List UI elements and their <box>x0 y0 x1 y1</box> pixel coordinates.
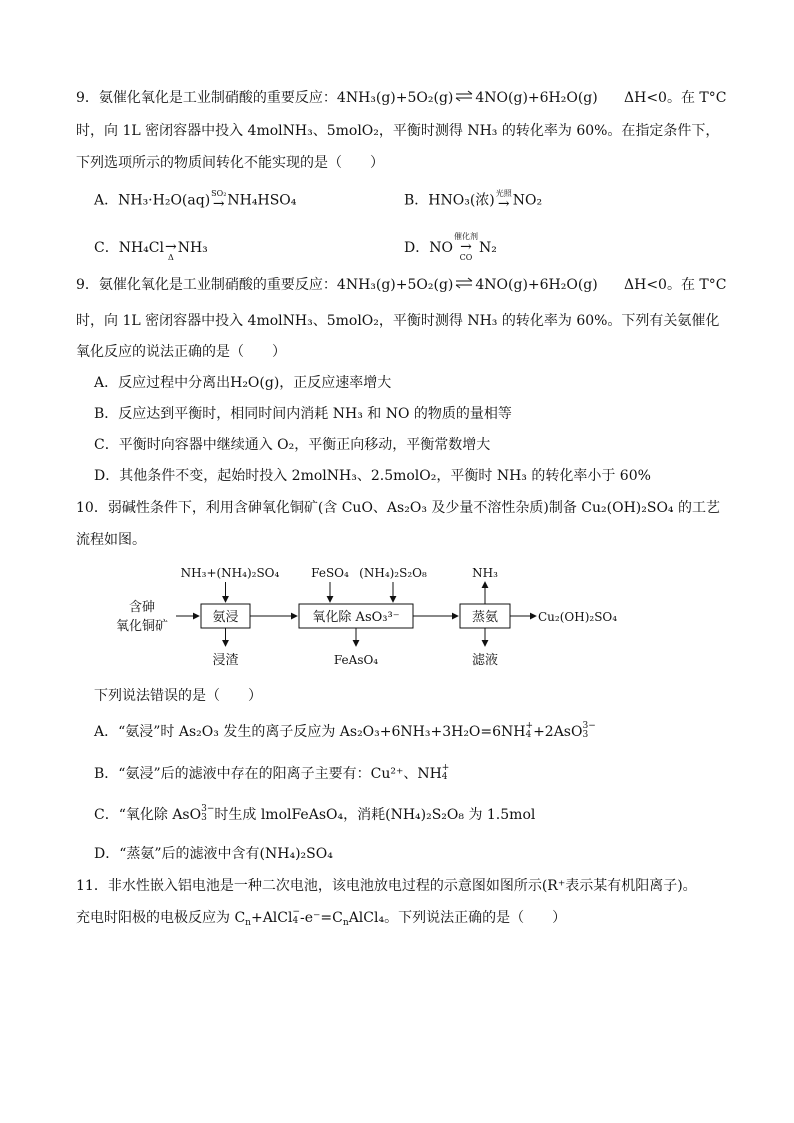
q9-option-d: D．其他条件不变，起始时投入 2molNH₃、2.5molO₂，平衡时 NH₃ 的转化率小于 60% <box>94 468 651 484</box>
q8-line3: 下列选项所示的物质间转化不能实现的是（ ） <box>76 155 384 171</box>
q9-option-b: B．反应达到平衡时，相同时间内消耗 NH₃ 和 NO 的物质的量相等 <box>94 406 512 422</box>
flow-filtrate-label: 滤液 <box>471 653 499 668</box>
flow-box-oxidation-label: 氧化除 AsO₃³⁻ <box>312 610 400 625</box>
flow-box-ammonia-leach-label: 氨浸 <box>212 610 239 625</box>
q8-option-d: D．NO 催化剂 → CO N₂ <box>404 232 497 262</box>
q9-line1 <box>76 276 598 294</box>
q9-enthalpy: ΔH<0。在 T°C <box>624 277 727 293</box>
q11-line2: 充电时阳极的电极反应为 $C_n+AlCl$ − 4 $-e^-=C_nAlCl_4$。下列说法正确的是（ ） <box>76 907 567 928</box>
q10-option-d: D．“蒸氨”后的滤液中含有(NH₄)₂SO₄ <box>94 846 333 862</box>
q8-line2: 时，向 1L 密闭容器中投入 4molNH₃、5molO₂，平衡时测得 NH₃ 的转化率为 60%。在指定条件下， <box>76 123 720 139</box>
flow-reagent-ammonia: NH₃+(NH₄)₂SO₄ <box>180 566 280 580</box>
flow-box-deammoniation-label: 蒸氨 <box>471 610 499 625</box>
q9-reactants: 4NH₃(g)+5O₂(g) <box>336 277 454 293</box>
q9-option-a: A．反应过程中分离出H₂O(g)，正反应速率增大 <box>94 375 392 391</box>
flow-ammonia-out: NH₃ <box>472 566 498 580</box>
q10-line2: 流程如图。 <box>76 532 146 548</box>
reaction-arrow-icon: 催化剂 → CO <box>453 232 478 262</box>
flow-reagent-persulfate: (NH₄)₂S₂O₈ <box>359 566 427 580</box>
q8-products: 4NO(g)+6H₂O(g) <box>475 90 598 106</box>
q8-stem-start: 9．氨催化氧化是工业制硝酸的重要反应： <box>76 90 337 106</box>
q8-option-b: B．HNO₃(浓) 光照 → NO₂ <box>404 189 543 212</box>
equilibrium-arrow-icon <box>455 90 473 102</box>
q8-option-a: A．NH₃·H₂O(aq) SO₂ → NH₄HSO₄ <box>94 189 297 212</box>
flow-reagent-feso4: FeSO₄ <box>311 566 349 580</box>
reaction-arrow-icon: 光照 → <box>495 189 512 212</box>
flow-input-label-2: 氧化铜矿 <box>115 619 169 634</box>
q10-line1: 10．弱碱性条件下，利用含砷氧化铜矿(含 CuO、As₂O₃ 及少量不溶性杂质)制备 Cu₂(OH)₂SO₄ 的工艺 <box>76 500 720 516</box>
q10-prompt: 下列说法错误的是（ ） <box>94 688 262 704</box>
process-flow-diagram <box>100 560 640 672</box>
q9-line3: 氧化反应的说法正确的是（ ） <box>76 344 286 360</box>
q8-option-c: C．NH₄Cl → Δ NH₃ <box>94 233 208 263</box>
flow-precipitate-label: FeAsO₄ <box>333 653 379 667</box>
q9-option-c: C．平衡时向容器中继续通入 O₂，平衡正向移动，平衡常数增大 <box>94 437 491 453</box>
flow-input-label-1: 含砷 <box>128 600 156 615</box>
equilibrium-arrow-icon <box>455 277 473 289</box>
q8-reactants: 4NH₃(g)+5O₂(g) <box>336 90 454 106</box>
reaction-arrow-icon: SO₂ → <box>211 189 227 212</box>
q11-line1: 11．非水性嵌入铝电池是一种二次电池，该电池放电过程的示意图如图所示(R⁺表示某有机阳离子)。 <box>76 878 697 894</box>
q8-line1 <box>76 89 598 107</box>
q10-option-a: A．“氨浸”时 As₂O₃ 发生的离子反应为 As₂O₃+6NH₃+3H₂O=6NH + 4 +2AsO 3− 3 <box>94 721 596 740</box>
q9-stem-start: 9．氨催化氧化是工业制硝酸的重要反应： <box>76 277 337 293</box>
q10-option-b: B．“氨浸”后的滤液中存在的阳离子主要有：Cu²⁺、NH + 4 <box>94 763 450 782</box>
flow-residue-label: 浸渣 <box>212 653 239 668</box>
q9-products: 4NO(g)+6H₂O(g) <box>475 277 598 293</box>
reaction-arrow-icon: → Δ <box>164 239 177 262</box>
q9-line2: 时，向 1L 密闭容器中投入 4molNH₃、5molO₂，平衡时测得 NH₃ 的转化率为 60%。下列有关氨催化 <box>76 313 720 329</box>
q8-enthalpy: ΔH<0。在 T°C <box>624 90 727 106</box>
flow-product-label: Cu₂(OH)₂SO₄ <box>538 610 618 624</box>
q10-option-c: C．“氧化除 AsO 3− 3 时生成 lmolFeAsO₄，消耗(NH₄)₂S₂O₈ 为 1.5mol <box>94 804 536 823</box>
